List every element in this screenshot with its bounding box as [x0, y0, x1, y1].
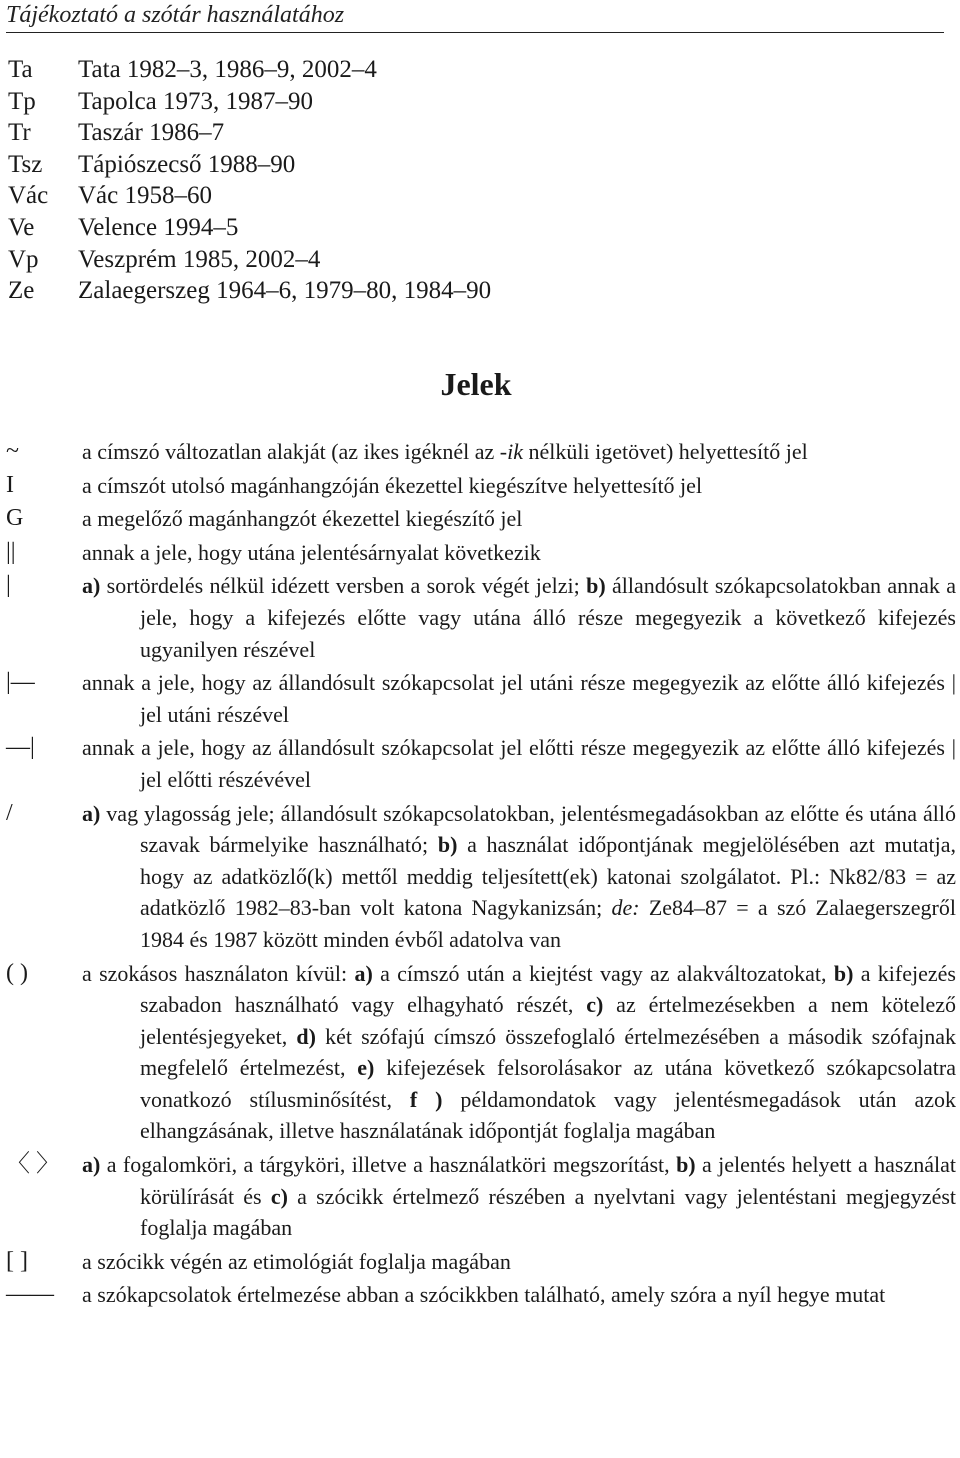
description-segment: d): [296, 1023, 316, 1049]
description-segment: annak a jele, hogy utána jelentésárnyalat következik: [82, 539, 541, 565]
abbreviation-code: Vác: [8, 182, 49, 210]
description-segment: c): [586, 992, 604, 1018]
description-segment: a használat időpontjának megjelölésében azt mutatja, hogy az adatközlő(k) mettől meddig teljesített(ek) katonai szolgálatot. Pl.: Nk82/83 = az adatközlő 1982–83-ban volt katona Nagykanizsán;: [140, 832, 956, 921]
description-segment: a szócikk végén az etimológiát foglalja magában: [82, 1248, 511, 1274]
symbol-glyph: 〈 〉: [6, 1151, 60, 1178]
symbol-description: [82, 470, 956, 502]
abbreviation-code: Ve: [8, 213, 35, 241]
abbreviation-text: Taszár 1986–7: [78, 119, 225, 147]
description-segment: a): [354, 960, 373, 986]
abbreviation-row: [8, 117, 491, 149]
description-segment: a szokásos használaton kívül:: [82, 960, 355, 986]
symbol-description: [82, 798, 956, 956]
abbreviation-row: [8, 275, 491, 307]
abbreviation-list: [8, 54, 491, 307]
abbreviation-text: Tapolca 1973, 1987–90: [78, 87, 314, 115]
symbol-entry: [6, 958, 956, 1148]
symbol-glyph: ——: [6, 1281, 54, 1308]
description-segment: a kifejezés szabadon használható vagy elhagyható részét,: [140, 960, 956, 1018]
symbol-description: [82, 667, 956, 730]
abbreviation-row: [8, 54, 491, 86]
section-title: Jelek: [440, 366, 512, 402]
description-segment: e): [357, 1055, 375, 1081]
description-segment: nélküli igetövet) helyettesítő jel: [523, 439, 808, 464]
symbol-glyph: |—: [6, 669, 35, 696]
symbol-glyph: ( ): [6, 959, 28, 986]
symbol-entry: [6, 798, 956, 956]
symbol-glyph: ||: [6, 538, 16, 565]
description-segment: a címszót utolsó magánhangzóján ékezettel kiegészítve helyettesítő jel: [82, 472, 703, 498]
page-header-title: Tájékoztató a szótár használatához: [6, 2, 345, 28]
description-segment: példamondatok vagy jelentésmegadások után azok elhangzásának, illetve használatának időpontját foglalja magában: [140, 1086, 957, 1144]
description-segment: a): [82, 800, 101, 826]
symbol-entry: [6, 667, 956, 730]
abbreviation-row: [8, 180, 491, 212]
description-segment: a): [82, 1152, 101, 1178]
header-rule: [6, 32, 944, 33]
abbreviation-row: [8, 149, 491, 181]
symbol-entry: [6, 1246, 956, 1278]
description-segment: két szófajú címszó összefoglaló értelmezésében a második szófajnak megfelelő értelmezést,: [140, 1023, 956, 1081]
description-segment: f ): [409, 1086, 443, 1112]
abbreviation-code: Tp: [8, 87, 36, 115]
description-segment: a címszó változatlan alakját (az ikes igéknél az: [82, 439, 500, 464]
abbreviation-text: Veszprém 1985, 2002–4: [78, 245, 321, 273]
description-segment: annak a jele, hogy az állandósult szókapcsolat jel utáni része megegyezik az előtte álló kifejezés | jel utáni részével: [82, 670, 956, 727]
description-segment: a megelőző magánhangzót ékezettel kiegészítő jel: [82, 506, 523, 532]
symbol-description: [82, 1149, 957, 1244]
symbol-entry: [6, 436, 956, 468]
symbol-description: [82, 732, 956, 795]
symbol-description: [82, 1246, 956, 1278]
symbol-description: [82, 958, 957, 1148]
abbreviation-code: Tr: [8, 119, 31, 147]
description-segment: a jelentés helyett a használat körülírását és: [140, 1152, 956, 1209]
symbol-entry: [6, 1149, 956, 1244]
abbreviation-text: Vác 1958–60: [78, 182, 212, 210]
symbol-entry: [6, 732, 956, 795]
abbreviation-code: Ta: [8, 56, 33, 83]
symbol-description: [82, 537, 956, 569]
description-segment: b): [437, 832, 458, 858]
symbol-glyph: /: [6, 799, 13, 826]
abbreviation-row: [8, 86, 491, 118]
symbol-description: [82, 436, 956, 468]
description-segment: állandósult szókapcsolatokban annak a jele, hogy a kifejezés előtte vagy utána álló része megegyezik a következő kifejezés ugyanilyen részével: [140, 573, 956, 662]
description-segment: a): [82, 573, 101, 599]
abbreviation-code: Ze: [8, 277, 35, 305]
description-segment: vag ylagosság jele; állandósult szókapcsolatokban, jelentésmegadásokban az előtte és utána álló szavak bármelyike használható;: [100, 800, 956, 858]
symbol-glyph: —|: [6, 734, 35, 761]
description-segment: az értelmezésekben a nem kötelező jelentésjegyeket,: [140, 992, 956, 1049]
description-segment: b): [586, 573, 606, 599]
symbol-entry: [6, 537, 956, 569]
abbreviation-text: Velence 1994–5: [78, 213, 239, 241]
description-segment: kifejezések felsorolásakor az utána következő szókapcsolatra vonatkozó stílusminősítést,: [140, 1055, 956, 1112]
description-segment: de:: [611, 895, 640, 921]
abbreviation-text: Zalaegerszeg 1964–6, 1979–80, 1984–90: [78, 277, 492, 305]
symbol-description: [82, 570, 956, 665]
abbreviation-text: Tápiószecső 1988–90: [78, 150, 296, 178]
abbreviation-code: Tsz: [8, 150, 43, 178]
abbreviation-row: [8, 244, 491, 276]
abbreviation-code: Vp: [8, 245, 39, 273]
symbol-entry: [6, 570, 956, 665]
description-segment: Ze84–87 = a szó Zalaegerszegről 1984 és 1987 között minden évből adatolva van: [140, 895, 956, 952]
description-segment: a szókapcsolatok értelmezése abban a szócikkben található, amely szóra a nyíl hegye mutat: [82, 1282, 886, 1308]
description-segment: b): [833, 960, 854, 986]
symbol-glyph: ~: [6, 438, 19, 464]
symbol-entry: [6, 503, 956, 535]
description-segment: -ik: [499, 439, 523, 464]
symbol-list: [6, 436, 956, 1313]
symbol-entry: [6, 470, 956, 502]
description-segment: a fogalomköri, a tárgyköri, illetve a használatköri megszorítást,: [100, 1152, 677, 1178]
symbol-description: [82, 1279, 956, 1311]
symbol-glyph: |: [6, 572, 11, 599]
description-segment: b): [676, 1152, 696, 1178]
abbreviation-text: Tata 1982–3, 1986–9, 2002–4: [78, 56, 377, 83]
symbol-glyph: [ ]: [6, 1247, 28, 1274]
description-segment: annak a jele, hogy az állandósult szókapcsolat jel előtti része megegyezik az előtte álló kifejezés | jel előtti részévével: [82, 735, 956, 792]
symbol-glyph: G: [6, 505, 24, 532]
description-segment: a szócikk értelmező részében a nyelvtani vagy jelentéstani megjegyzést foglalja magában: [140, 1183, 957, 1241]
symbol-entry: [6, 1279, 956, 1311]
abbreviation-row: [8, 212, 491, 244]
symbol-glyph: I: [6, 471, 14, 498]
description-segment: c): [270, 1183, 288, 1209]
description-segment: a címszó után a kiejtést vagy az alakváltozatokat,: [372, 960, 834, 986]
description-segment: sortördelés nélkül idézett versben a sorok végét jelzi;: [100, 573, 587, 599]
symbol-description: [82, 503, 956, 535]
